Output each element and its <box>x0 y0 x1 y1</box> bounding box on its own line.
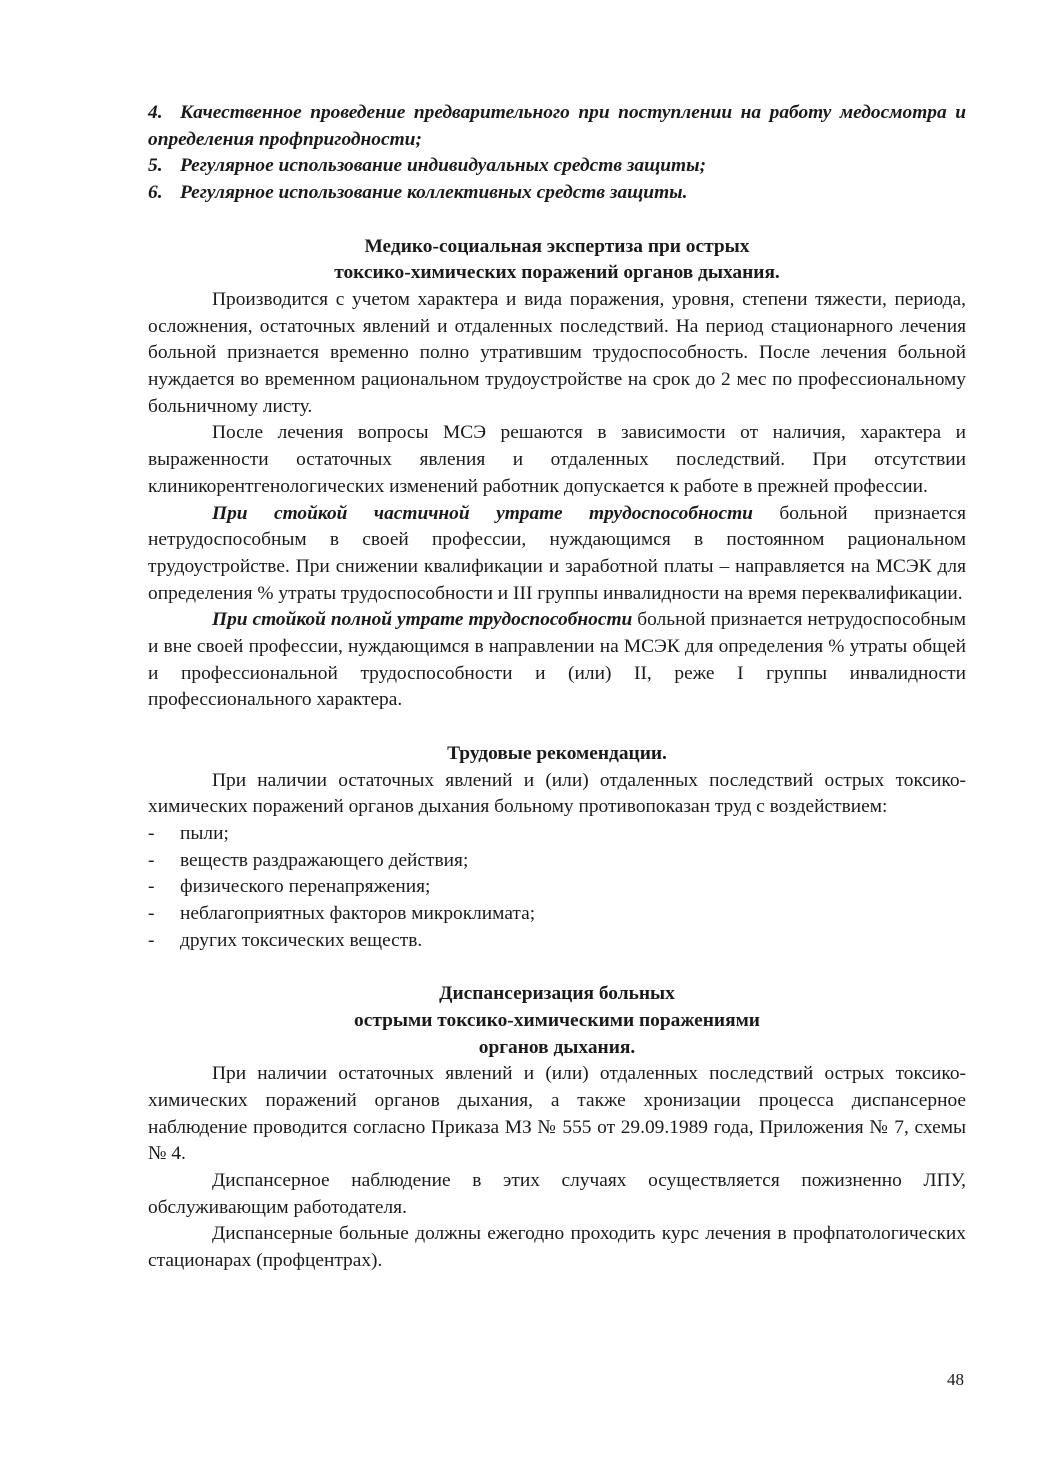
dash-marker: - <box>148 929 155 951</box>
heading-line: острыми токсико-химическими поражениями <box>354 1009 760 1031</box>
paragraph: Диспансерное наблюдение в этих случаях осуществляется пожизненно ЛПУ, обслуживающим работодателя. <box>148 1170 966 1218</box>
list-item-text: других токсических веществ. <box>180 929 423 951</box>
dash-marker: - <box>148 876 155 898</box>
emphasis-text: При стойкой полной утрате трудоспособности <box>212 609 633 631</box>
page-content <box>148 100 966 1275</box>
heading-line: Трудовые рекомендации. <box>447 742 667 764</box>
item-number: 5. <box>148 155 163 177</box>
dash-marker: - <box>148 849 155 871</box>
item-text: Регулярное использование индивидуальных средств защиты; <box>180 155 707 177</box>
heading-line: органов дыхания. <box>478 1036 636 1058</box>
dash-list <box>148 821 966 955</box>
section-heading-work-recommendations <box>148 741 966 768</box>
dash-marker: - <box>148 903 155 925</box>
list-item <box>148 928 966 955</box>
item-number: 4. <box>148 102 163 123</box>
spacer <box>148 714 966 741</box>
emphasis-text: При стойкой частичной утрате трудоспособности <box>212 502 753 524</box>
spacer <box>148 954 966 981</box>
paragraph: Диспансерные больные должны ежегодно проходить курс лечения в профпатологических стационарах (профцентрах). <box>148 1223 966 1272</box>
section-heading-mse <box>148 234 966 287</box>
paragraph: Производится с учетом характера и вида поражения, уровня, степени тяжести, периода, осложнения, остаточных явлений и отдаленных последствий. На период стационарного лечения больной признается временно полно утратившим трудоспособность. После лечения больной нуждается во временном рациональном трудоустройстве на срок до 2 мес по профессиональному больничному листу. <box>148 288 966 417</box>
numbered-item <box>148 180 966 207</box>
item-text: Регулярное использование коллективных средств защиты. <box>180 182 688 204</box>
heading-line: Медико-социальная экспертиза при острых <box>364 235 750 257</box>
paragraph: После лечения вопросы МСЭ решаются в зависимости от наличия, характера и выраженности остаточных явления и отдаленных последствий. При отсутствии клиникорентгенологических изменений работник допускается к работе в прежней профессии. <box>148 422 966 497</box>
paragraph: При наличии остаточных явлений и (или) отдаленных последствий острых токсико-химических поражений органов дыхания, а также хронизации процесса диспансерное наблюдение проводится согласно Приказа МЗ № 555 от 29.09.1989 года, Приложения № 7, схемы № 4. <box>148 1063 966 1165</box>
paragraph: При наличии остаточных явлений и (или) отдаленных последствий острых токсико-химических поражений органов дыхания больному противопоказан труд с воздействием: <box>148 769 966 818</box>
item-number: 6. <box>148 182 163 204</box>
numbered-list <box>148 100 966 207</box>
paragraph <box>148 607 966 714</box>
heading-line: токсико-химических поражений органов дыхания. <box>334 262 780 284</box>
paragraph-text: больной признается нетрудоспособным в своей профессии, нуждающимся в постоянном рациональном трудоустройстве. При снижении квалификации и заработной платы – направляется на МСЭК для определения % утраты трудоспособности и III группы инвалидности на время переквалификации. <box>148 502 966 604</box>
paragraph <box>148 501 966 608</box>
page-number: 48 <box>947 1370 964 1389</box>
list-item-text: физического перенапряжения; <box>180 876 431 898</box>
numbered-item <box>148 153 966 180</box>
section-heading-dispensary <box>148 981 966 1061</box>
list-item-text: неблагоприятных факторов микроклимата; <box>180 903 536 925</box>
numbered-item <box>148 100 966 153</box>
spacer <box>148 207 966 234</box>
list-item-text: пыли; <box>180 822 229 844</box>
item-text: Качественное проведение предварительного при поступлении на работу медосмотра и определения профпригодности; <box>148 102 966 150</box>
list-item-text: веществ раздражающего действия; <box>180 849 469 871</box>
paragraph-text: больной признается нетрудоспособным и вне своей профессии, нуждающимся в направлении на МСЭК для определения % утраты общей и профессиональной трудоспособности и (или) II, реже I группы инвалидности профессионального характера. <box>148 609 966 711</box>
dash-marker: - <box>148 822 155 844</box>
list-item <box>148 821 966 848</box>
list-item <box>148 901 966 928</box>
list-item <box>148 874 966 901</box>
list-item <box>148 848 966 875</box>
heading-line: Диспансеризация больных <box>439 983 675 1005</box>
